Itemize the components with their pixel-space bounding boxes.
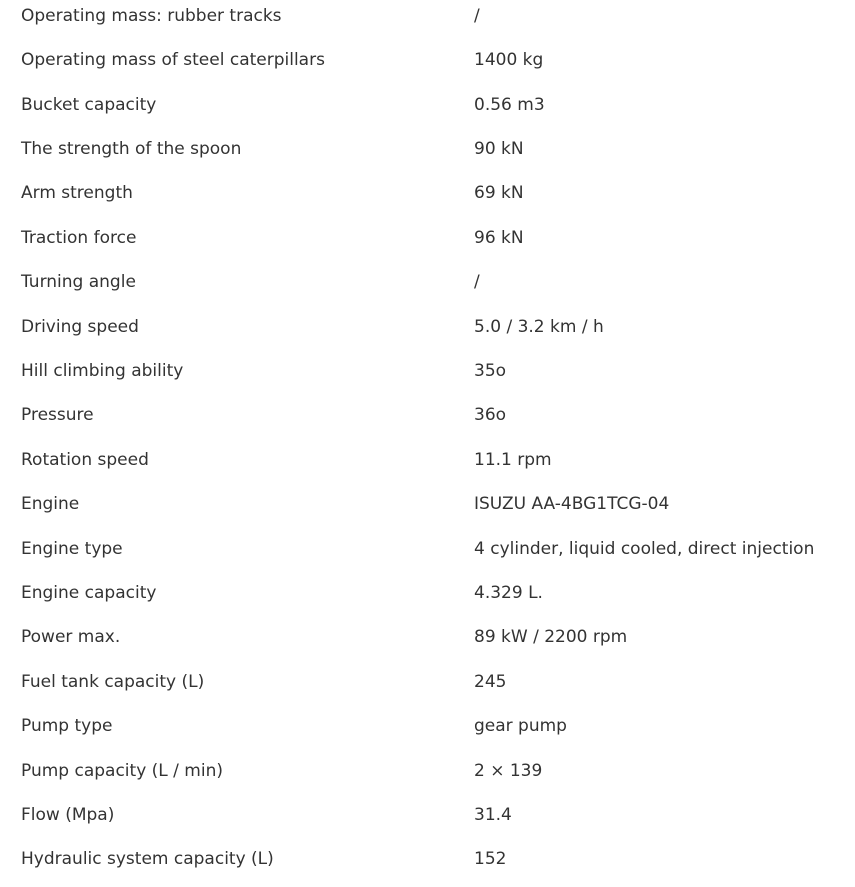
spec-row bbox=[0, 89, 855, 133]
spec-row bbox=[0, 755, 855, 799]
spec-row bbox=[0, 222, 855, 266]
spec-value: 2 × 139 bbox=[474, 761, 543, 781]
spec-value: 11.1 rpm bbox=[474, 450, 552, 470]
spec-row bbox=[0, 0, 855, 44]
spec-row bbox=[0, 710, 855, 754]
spec-label: The strength of the spoon bbox=[21, 139, 242, 159]
spec-label: Operating mass: rubber tracks bbox=[21, 6, 282, 26]
spec-row bbox=[0, 799, 855, 843]
spec-value: 4 cylinder, liquid cooled, direct injection bbox=[474, 539, 815, 559]
spec-row bbox=[0, 488, 855, 532]
spec-label: Pump capacity (L / min) bbox=[21, 761, 223, 781]
spec-label: Pump type bbox=[21, 716, 113, 736]
spec-value: 1400 kg bbox=[474, 50, 544, 70]
spec-label: Hydraulic system capacity (L) bbox=[21, 849, 274, 869]
spec-value: / bbox=[474, 272, 480, 292]
spec-row bbox=[0, 533, 855, 577]
spec-row bbox=[0, 355, 855, 399]
spec-label: Turning angle bbox=[21, 272, 136, 292]
spec-value: / bbox=[474, 6, 480, 26]
spec-row bbox=[0, 621, 855, 665]
spec-label: Operating mass of steel caterpillars bbox=[21, 50, 325, 70]
spec-value: 245 bbox=[474, 672, 507, 692]
spec-row bbox=[0, 133, 855, 177]
spec-label: Power max. bbox=[21, 627, 121, 647]
spec-row bbox=[0, 177, 855, 221]
spec-row bbox=[0, 399, 855, 443]
spec-row bbox=[0, 44, 855, 88]
spec-row bbox=[0, 577, 855, 621]
spec-value: 5.0 / 3.2 km / h bbox=[474, 317, 604, 337]
spec-label: Pressure bbox=[21, 405, 94, 425]
spec-label: Arm strength bbox=[21, 183, 133, 203]
spec-label: Traction force bbox=[21, 228, 137, 248]
spec-label: Driving speed bbox=[21, 317, 139, 337]
spec-label: Fuel tank capacity (L) bbox=[21, 672, 205, 692]
spec-row bbox=[0, 843, 855, 887]
spec-value: 35o bbox=[474, 361, 507, 381]
spec-label: Bucket capacity bbox=[21, 95, 157, 115]
spec-value: 152 bbox=[474, 849, 507, 869]
spec-row bbox=[0, 266, 855, 310]
spec-value: 36o bbox=[474, 405, 507, 425]
spec-value: 0.56 m3 bbox=[474, 95, 545, 115]
spec-value: 89 kW / 2200 rpm bbox=[474, 627, 628, 647]
spec-row bbox=[0, 666, 855, 710]
spec-label: Engine type bbox=[21, 539, 123, 559]
spec-value: 96 kN bbox=[474, 228, 524, 248]
spec-value: 69 kN bbox=[474, 183, 524, 203]
spec-value: ISUZU AA-4BG1TCG-04 bbox=[474, 494, 670, 514]
spec-row bbox=[0, 444, 855, 488]
spec-label: Flow (Mpa) bbox=[21, 805, 115, 825]
spec-row bbox=[0, 311, 855, 355]
spec-label: Rotation speed bbox=[21, 450, 149, 470]
spec-value: gear pump bbox=[474, 716, 567, 736]
spec-value: 31.4 bbox=[474, 805, 512, 825]
spec-label: Engine bbox=[21, 494, 80, 514]
spec-value: 90 kN bbox=[474, 139, 524, 159]
spec-label: Hill climbing ability bbox=[21, 361, 184, 381]
spec-label: Engine capacity bbox=[21, 583, 157, 603]
spec-value: 4.329 L. bbox=[474, 583, 543, 603]
